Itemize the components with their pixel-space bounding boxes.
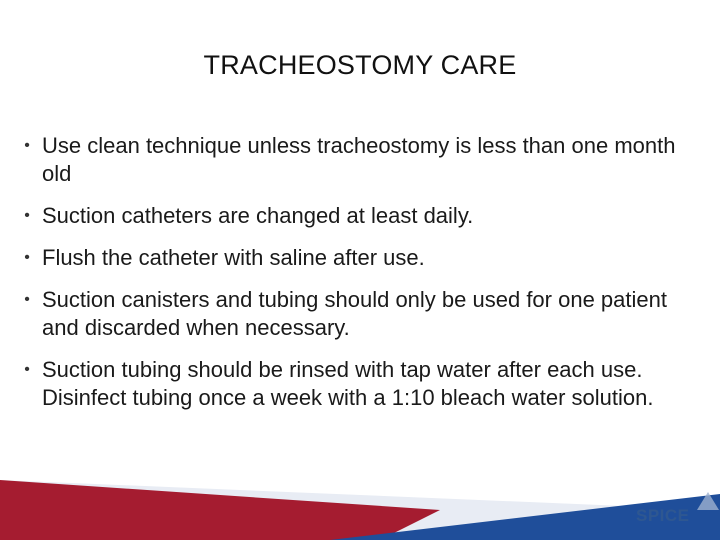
bullet-text: Flush the catheter with saline after use. — [42, 245, 425, 270]
bullet-marker: • — [24, 207, 30, 224]
bullet-marker: • — [24, 291, 30, 308]
slide-title: TRACHEOSTOMY CARE — [203, 50, 517, 80]
footer-logo: SPICE — [636, 506, 690, 525]
bullet-item — [20, 356, 700, 412]
footer-red-wedge — [0, 480, 440, 540]
bullet-marker: • — [24, 137, 30, 154]
bullet-marker: • — [24, 249, 30, 266]
bullet-text: Suction catheters are changed at least daily. — [42, 203, 474, 228]
bullet-item — [20, 244, 700, 272]
bullet-item — [20, 286, 700, 342]
bullet-list — [20, 132, 700, 426]
bullet-text: Use clean technique unless tracheostomy is less than one month old — [42, 133, 676, 186]
bullet-item — [20, 202, 700, 230]
bullet-marker: • — [24, 361, 30, 378]
bullet-text: Suction canisters and tubing should only be used for one patient and discarded when necessary. — [42, 287, 667, 340]
bullet-item — [20, 132, 700, 188]
footer-decoration — [0, 470, 720, 540]
bullet-text: Suction tubing should be rinsed with tap water after each use. Disinfect tubing once a week with a 1:10 bleach water solution. — [42, 357, 654, 410]
